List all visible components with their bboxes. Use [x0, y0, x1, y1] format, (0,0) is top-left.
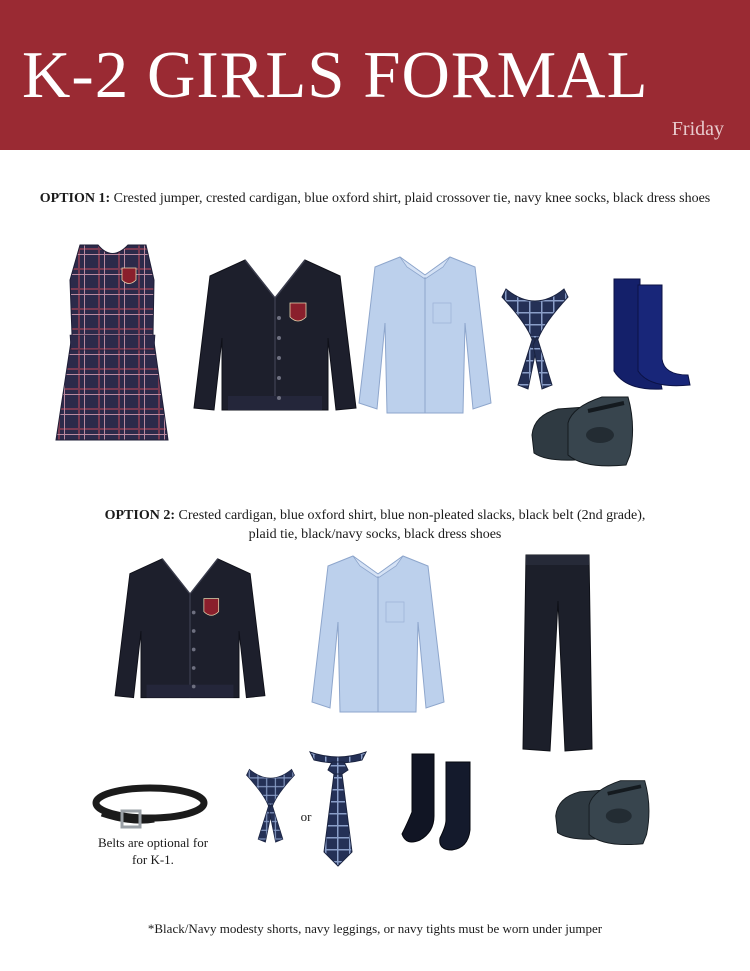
- jumper-image: [50, 240, 175, 445]
- option1-text: Crested jumper, crested cardigan, blue oxford shirt, plaid crossover tie, navy knee socks, black dress shoes: [110, 191, 711, 206]
- belt-caption-line1: Belts are optional for: [97, 835, 209, 850]
- cardigan-crest-icon-2: [204, 599, 219, 616]
- belt-caption-line2: for K-1.: [132, 852, 174, 867]
- dress-shoes-image: [528, 385, 638, 470]
- jumper-crest-icon: [122, 268, 136, 284]
- page-title: K-2 GIRLS FORMAL: [22, 38, 649, 112]
- crossover-tie-image: [500, 283, 570, 393]
- option2-description: [0, 506, 750, 544]
- dress-shoes-image-2: [552, 768, 654, 850]
- option1-label: OPTION 1:: [39, 191, 111, 206]
- footer-note: *Black/Navy modesty shorts, navy leggings, or navy tights must be worn under jumper: [147, 921, 603, 936]
- knee-socks-image: [600, 275, 695, 390]
- shirt-image-2: [308, 552, 448, 714]
- or-label: or: [300, 809, 312, 824]
- day-label: Friday: [671, 118, 724, 140]
- plaid-tie-image: [308, 748, 368, 868]
- belt-caption: [68, 834, 238, 868]
- option1-description: [0, 189, 750, 208]
- cardigan-crest-icon: [290, 303, 306, 321]
- slacks-image: [520, 553, 595, 753]
- navy-socks-image: [398, 750, 483, 855]
- belt-image: [92, 779, 214, 834]
- option2-line2: plaid tie, black/navy socks, black dress shoes: [248, 527, 502, 542]
- cardigan-image: [190, 258, 360, 418]
- option2-line1: Crested cardigan, blue oxford shirt, blue non-pleated slacks, black belt (2nd grade),: [174, 508, 646, 523]
- header-banner: [0, 0, 750, 150]
- cardigan-image-2: [106, 557, 274, 705]
- crossover-tie-image-2: [243, 765, 298, 845]
- shirt-image: [355, 253, 495, 415]
- option2-label: OPTION 2:: [104, 508, 175, 523]
